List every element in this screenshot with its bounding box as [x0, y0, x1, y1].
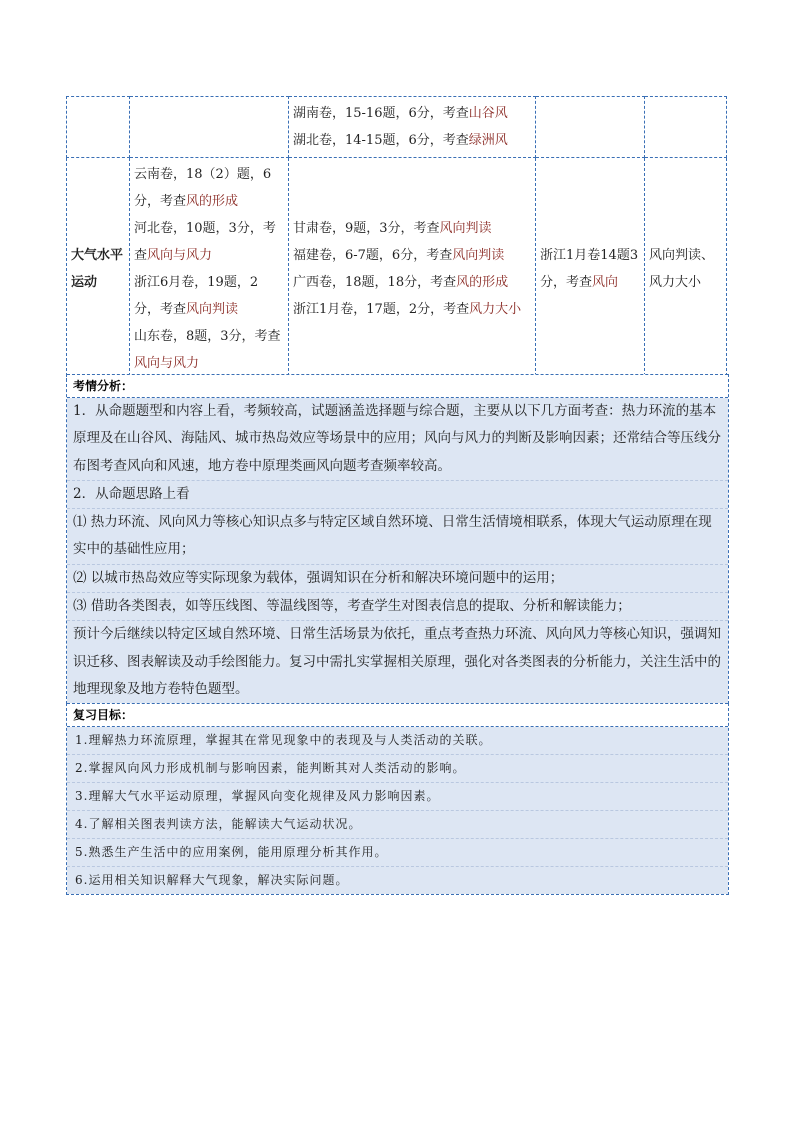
exam-entry: 浙江1月卷，17题，2分，考查风力大小	[293, 302, 522, 317]
exam-entry: 甘肃卷，9题，3分，考查风向判读	[293, 221, 492, 236]
analysis-paragraph: ⑵ 以城市热岛效应等实际现象为载体，强调知识在分析和解决环境问题中的运用；	[67, 565, 728, 593]
goal-item: 6.运用相关知识解释大气现象，解决实际问题。	[75, 873, 349, 887]
exam-cell-col-c	[536, 158, 645, 381]
exam-entry: 浙江1月卷14题3分，考查风向	[540, 248, 639, 290]
exam-entry: 云南卷，18（2）题，6分，考查风的形成	[134, 167, 272, 209]
analysis-paragraph: 2．从命题思路上看	[67, 481, 728, 509]
exam-cell-col-d	[645, 97, 727, 158]
goal-item: 4.了解相关图表判读方法，能解读大气运动状况。	[67, 811, 728, 839]
exam-entry: 广西卷，18题，18分，考查风的形成	[293, 275, 509, 290]
analysis-section	[66, 374, 729, 704]
exam-table	[66, 96, 727, 381]
exam-entry: 浙江6月卷，19题，2分，考查风向判读	[134, 275, 259, 317]
exam-cell-col-a	[130, 158, 289, 381]
goal-item: 3.理解大气水平运动原理，掌握风向变化规律及风力影响因素。	[67, 783, 728, 811]
table-row	[67, 158, 727, 381]
analysis-paragraph: 1．从命题题型和内容上看，考频较高，试题涵盖选择题与综合题，主要从以下几方面考查：热力环流的基本原理及在山谷风、海陆风、城市热岛效应等场景中的应用；风向与风力的判断及影响因素；还常结合等压线分布图考查风向和风速，地方卷中原理类画风向题考查频率较高。	[67, 398, 728, 481]
exam-entry: 福建卷，6-7题，6分，考查风向判读	[293, 248, 505, 263]
analysis-paragraph: ⑴ 热力环流、风向风力等核心知识点多与特定区域自然环境、日常生活情境相联系，体现大气运动原理在现实中的基础性应用；	[67, 509, 728, 565]
exam-entry: 湖北卷，14-15题，6分，考查绿洲风	[293, 133, 508, 148]
topic-cell	[67, 97, 130, 158]
exam-cell-col-c	[536, 97, 645, 158]
goals-section	[66, 703, 729, 895]
topic-cell: 大气水平运动	[67, 158, 130, 381]
goal-item: 2.掌握风向风力形成机制与影响因素，能判断其对人类活动的影响。	[67, 755, 728, 783]
exam-entry: 河北卷，10题，3分，考查风向与风力	[134, 221, 276, 263]
exam-cell-col-a	[130, 97, 289, 158]
table-row	[67, 97, 727, 158]
analysis-paragraph: ⑶ 借助各类图表，如等压线图、等温线图等，考查学生对图表信息的提取、分析和解读能力；	[67, 593, 728, 621]
analysis-paragraph: 预计今后继续以特定区域自然环境、日常生活场景为依托，重点考查热力环流、风向风力等核心知识，强调知识迁移、图表解读及动手绘图能力。复习中需扎实掌握相关原理，强化对各类图表的分析能力，关注生活中的地理现象及地方卷特色题型。	[67, 621, 728, 704]
exam-cell-col-b	[289, 158, 536, 381]
goals-body	[67, 727, 728, 894]
exam-cell-col-d: 风向判读、风力大小	[645, 158, 727, 381]
goal-item: 5.熟悉生产生活中的应用案例，能用原理分析其作用。	[67, 839, 728, 867]
exam-entry: 山东卷，8题，3分，考查风向与风力	[134, 329, 281, 371]
goals-heading: 复习目标：	[67, 703, 728, 727]
exam-entry: 湖南卷，15-16题，6分，考查山谷风	[293, 106, 508, 121]
goal-item: 1.理解热力环流原理，掌握其在常见现象中的表现及与人类活动的关联。	[67, 727, 728, 755]
exam-cell-col-b	[289, 97, 536, 158]
analysis-heading: 考情分析：	[67, 374, 728, 398]
analysis-body	[67, 398, 728, 704]
